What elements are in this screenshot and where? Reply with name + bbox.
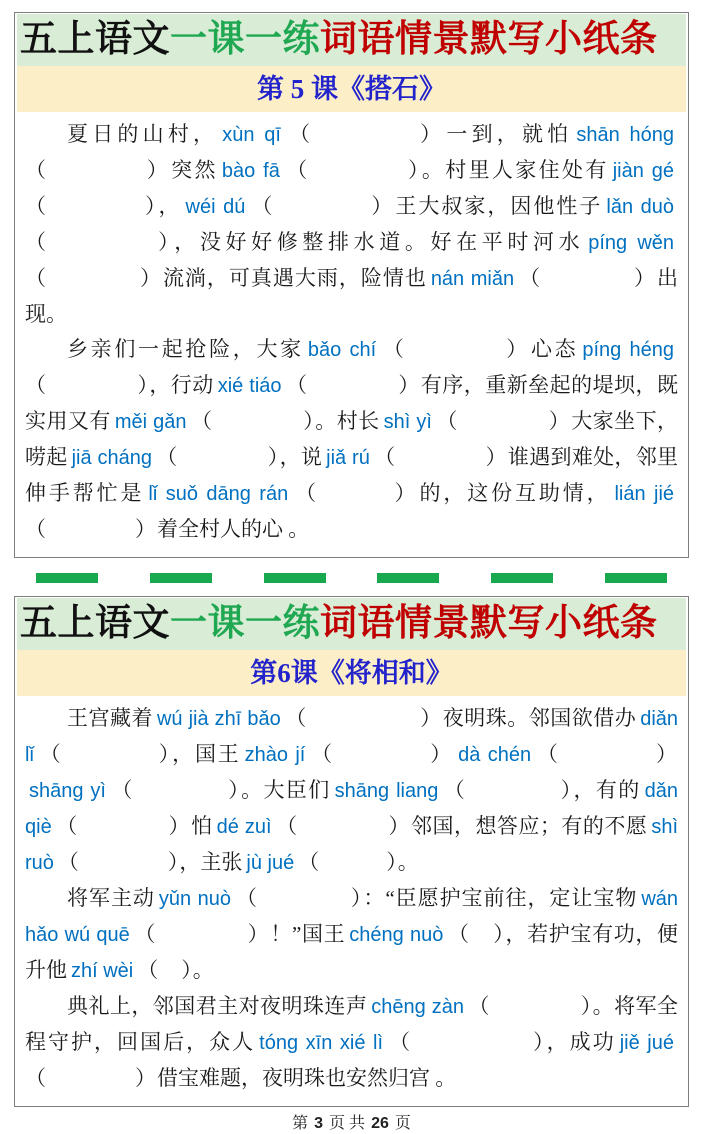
pinyin-text: xùn qī	[222, 124, 281, 146]
answer-blank: （ ）	[442, 778, 574, 802]
chinese-text: 怕	[191, 814, 213, 838]
card-body	[17, 112, 686, 557]
pinyin-text: píng wěn	[588, 232, 675, 254]
chinese-text: 着全村人的心 。	[157, 517, 310, 541]
divider-dash	[150, 573, 212, 583]
card-header	[17, 14, 686, 66]
pinyin-text: nán miǎn	[430, 268, 515, 290]
answer-blank: （ ）	[309, 742, 455, 766]
footer-total-pages: 26	[371, 1115, 389, 1132]
pinyin-text: chēng zàn	[371, 996, 465, 1018]
chinese-text: 王宫藏着	[67, 706, 153, 730]
paragraph	[25, 989, 678, 1096]
pinyin-text: wéi dú	[185, 196, 246, 218]
chinese-text: 。将军全程守护，回国后，众人	[25, 994, 679, 1054]
chinese-text: 邻国，想答应；有的不愿	[410, 814, 648, 838]
chinese-text: ，成功	[546, 1030, 616, 1054]
chinese-text: 突然	[171, 158, 218, 182]
pinyin-text: wú jià zhī bǎo	[156, 708, 281, 730]
chinese-text: 谁遇到难处，邻里伸手帮忙是	[25, 445, 679, 505]
footer-label-prefix: 第	[292, 1115, 309, 1132]
pinyin-text: lián jié	[614, 483, 675, 505]
answer-blank: （ ）	[249, 194, 396, 218]
chinese-text: ，说	[279, 445, 323, 469]
chinese-text: ，没好好修整排水道。好在平时河水	[174, 230, 585, 254]
answer-blank: （ ）	[25, 266, 163, 290]
header-grade-label: 五上语文	[20, 603, 170, 644]
chinese-text: 将军主动	[67, 886, 155, 910]
answer-blank: （ ）	[133, 922, 271, 946]
chinese-text: ，国王	[172, 742, 241, 766]
card-body	[17, 696, 686, 1106]
pinyin-text: píng héng	[582, 339, 675, 361]
chinese-text: 一到，就怕	[446, 122, 573, 146]
chinese-text: 的，这份互助情，	[419, 481, 611, 505]
answer-blank: （ ）	[25, 373, 150, 397]
chinese-text: ，	[158, 194, 182, 218]
pinyin-text: shì ruò	[25, 816, 679, 874]
pinyin-text: dà chén	[458, 744, 532, 766]
pinyin-text: měi gǎn	[114, 411, 187, 433]
worksheet-card	[14, 596, 689, 1107]
pinyin-text: diǎn lǐ	[25, 708, 679, 766]
pinyin-text: dǎn qiè	[25, 780, 679, 838]
page-footer	[0, 1114, 703, 1134]
answer-blank: （ ）	[518, 266, 658, 290]
pinyin-text: xié tiáo	[217, 375, 282, 397]
pinyin-text: wán hǎo wú quē	[25, 888, 679, 946]
section-divider	[36, 573, 667, 583]
pinyin-text: shāng yì	[29, 780, 106, 802]
answer-blank: （ ）	[55, 814, 192, 838]
chinese-text: 王大叔家，因他性子	[395, 194, 603, 218]
pinyin-text: lǐ suǒ dāng rán	[148, 483, 289, 505]
chinese-text: 。大臣们	[241, 778, 331, 802]
paragraph	[25, 332, 678, 547]
pinyin-text: jiě jué	[619, 1032, 674, 1054]
chinese-text: 夜明珠。邻国欲借办	[442, 706, 637, 730]
pinyin-text: jiā cháng	[71, 447, 152, 469]
answer-blank: （ ）	[373, 445, 508, 469]
pinyin-text: shāng liang	[334, 780, 439, 802]
chinese-text: 夏日的山村，	[67, 122, 219, 146]
divider-dash	[377, 573, 439, 583]
answer-blank: （ ）	[292, 481, 420, 505]
chinese-text: 。	[192, 958, 214, 982]
chinese-text: ，行动	[149, 373, 214, 397]
answer-blank: （ ）	[25, 158, 172, 182]
chinese-text: 有序，重新垒起的堤坝，既实用又有	[25, 373, 678, 433]
pinyin-text: shì yì	[383, 411, 432, 433]
footer-label-suffix: 页	[394, 1115, 411, 1132]
header-series-label: 一课一练	[170, 603, 320, 644]
divider-dash	[264, 573, 326, 583]
answer-blank: （ ）	[25, 1066, 157, 1090]
pinyin-text: zhí wèi	[71, 960, 134, 982]
pinyin-text: tóng xīn xié lì	[259, 1032, 384, 1054]
answer-blank: （ ）	[298, 850, 398, 874]
chinese-text: 流淌，可真遇大雨，险情也	[162, 266, 427, 290]
chinese-text: 大家坐下，唠起	[25, 409, 679, 469]
chinese-text: 。	[397, 850, 419, 874]
chinese-text: 出现。	[25, 266, 679, 326]
chinese-text: 乡亲们一起抢险，大家	[67, 337, 304, 361]
pinyin-text: jiàn gé	[612, 160, 675, 182]
answer-blank: （ ）	[435, 409, 572, 433]
pinyin-text: shān hóng	[576, 124, 675, 146]
header-series-label: 一课一练	[170, 19, 320, 60]
worksheet-card	[14, 12, 689, 558]
answer-blank: （ ）	[285, 373, 421, 397]
answer-blank: （ ）	[57, 850, 180, 874]
header-topic-label: 词语情景默写小纸条	[320, 603, 658, 644]
chinese-text: 。村长	[315, 409, 380, 433]
chinese-text: 借宝难题，夜明珠也安然归宫 。	[157, 1066, 457, 1090]
answer-blank: （ ）	[137, 958, 193, 982]
answer-blank: （ ）	[468, 994, 593, 1018]
chinese-text: ，有的	[573, 778, 641, 802]
pinyin-text: dé zuì	[216, 816, 272, 838]
answer-blank: （ ）	[37, 742, 173, 766]
pinyin-text: bǎo chí	[307, 339, 377, 361]
paragraph	[25, 881, 678, 989]
paragraph	[25, 117, 678, 332]
chinese-text: 典礼上，邻国君主对夜明珠连声	[67, 994, 368, 1018]
pinyin-text: bào fā	[221, 160, 280, 182]
lesson-title: 第 5 课《搭石》	[17, 66, 686, 112]
card-header	[17, 598, 686, 650]
answer-blank: （ ）	[535, 742, 679, 766]
answer-blank: （ ）	[25, 517, 157, 541]
pinyin-text: zhào jí	[244, 744, 306, 766]
chinese-text: ：“臣愿护宝前往，定让宝物	[363, 886, 638, 910]
header-grade-label: 五上语文	[20, 19, 170, 60]
answer-blank: （ ）	[25, 230, 175, 254]
answer-blank: （ ）	[155, 445, 280, 469]
chinese-text: 心态	[530, 337, 579, 361]
worksheet-sections	[0, 12, 703, 1107]
divider-dash	[491, 573, 553, 583]
pinyin-text: yǔn nuò	[158, 888, 232, 910]
pinyin-text: chéng nuò	[349, 924, 444, 946]
paragraph	[25, 701, 678, 881]
pinyin-text: lǎn duò	[606, 196, 675, 218]
footer-label-middle: 页 共	[329, 1115, 366, 1132]
chinese-text: ，主张	[179, 850, 243, 874]
pinyin-text: jiǎ rú	[326, 447, 370, 469]
answer-blank: （ ）	[190, 409, 316, 433]
answer-blank: （ ）	[235, 886, 364, 910]
header-topic-label: 词语情景默写小纸条	[320, 19, 658, 60]
lesson-title: 第6课《将相和》	[17, 650, 686, 696]
answer-blank: （ ）	[283, 158, 422, 182]
chinese-text: 。村里人家住处有	[421, 158, 609, 182]
divider-dash	[605, 573, 667, 583]
answer-blank: （ ）	[447, 922, 506, 946]
answer-blank: （ ）	[387, 1030, 547, 1054]
chinese-text: ！”国王	[270, 922, 346, 946]
chinese-text: ，若护宝有功，便升他	[25, 922, 679, 982]
divider-dash	[36, 573, 98, 583]
answer-blank: （ ）	[380, 337, 531, 361]
answer-blank: （ ）	[284, 122, 447, 146]
pinyin-text: jù jué	[246, 852, 295, 874]
footer-page-number: 3	[314, 1115, 324, 1132]
answer-blank: （ ）	[284, 706, 443, 730]
answer-blank: （ ）	[275, 814, 411, 838]
answer-blank: （ ）	[109, 778, 242, 802]
answer-blank: （ ）	[25, 194, 159, 218]
